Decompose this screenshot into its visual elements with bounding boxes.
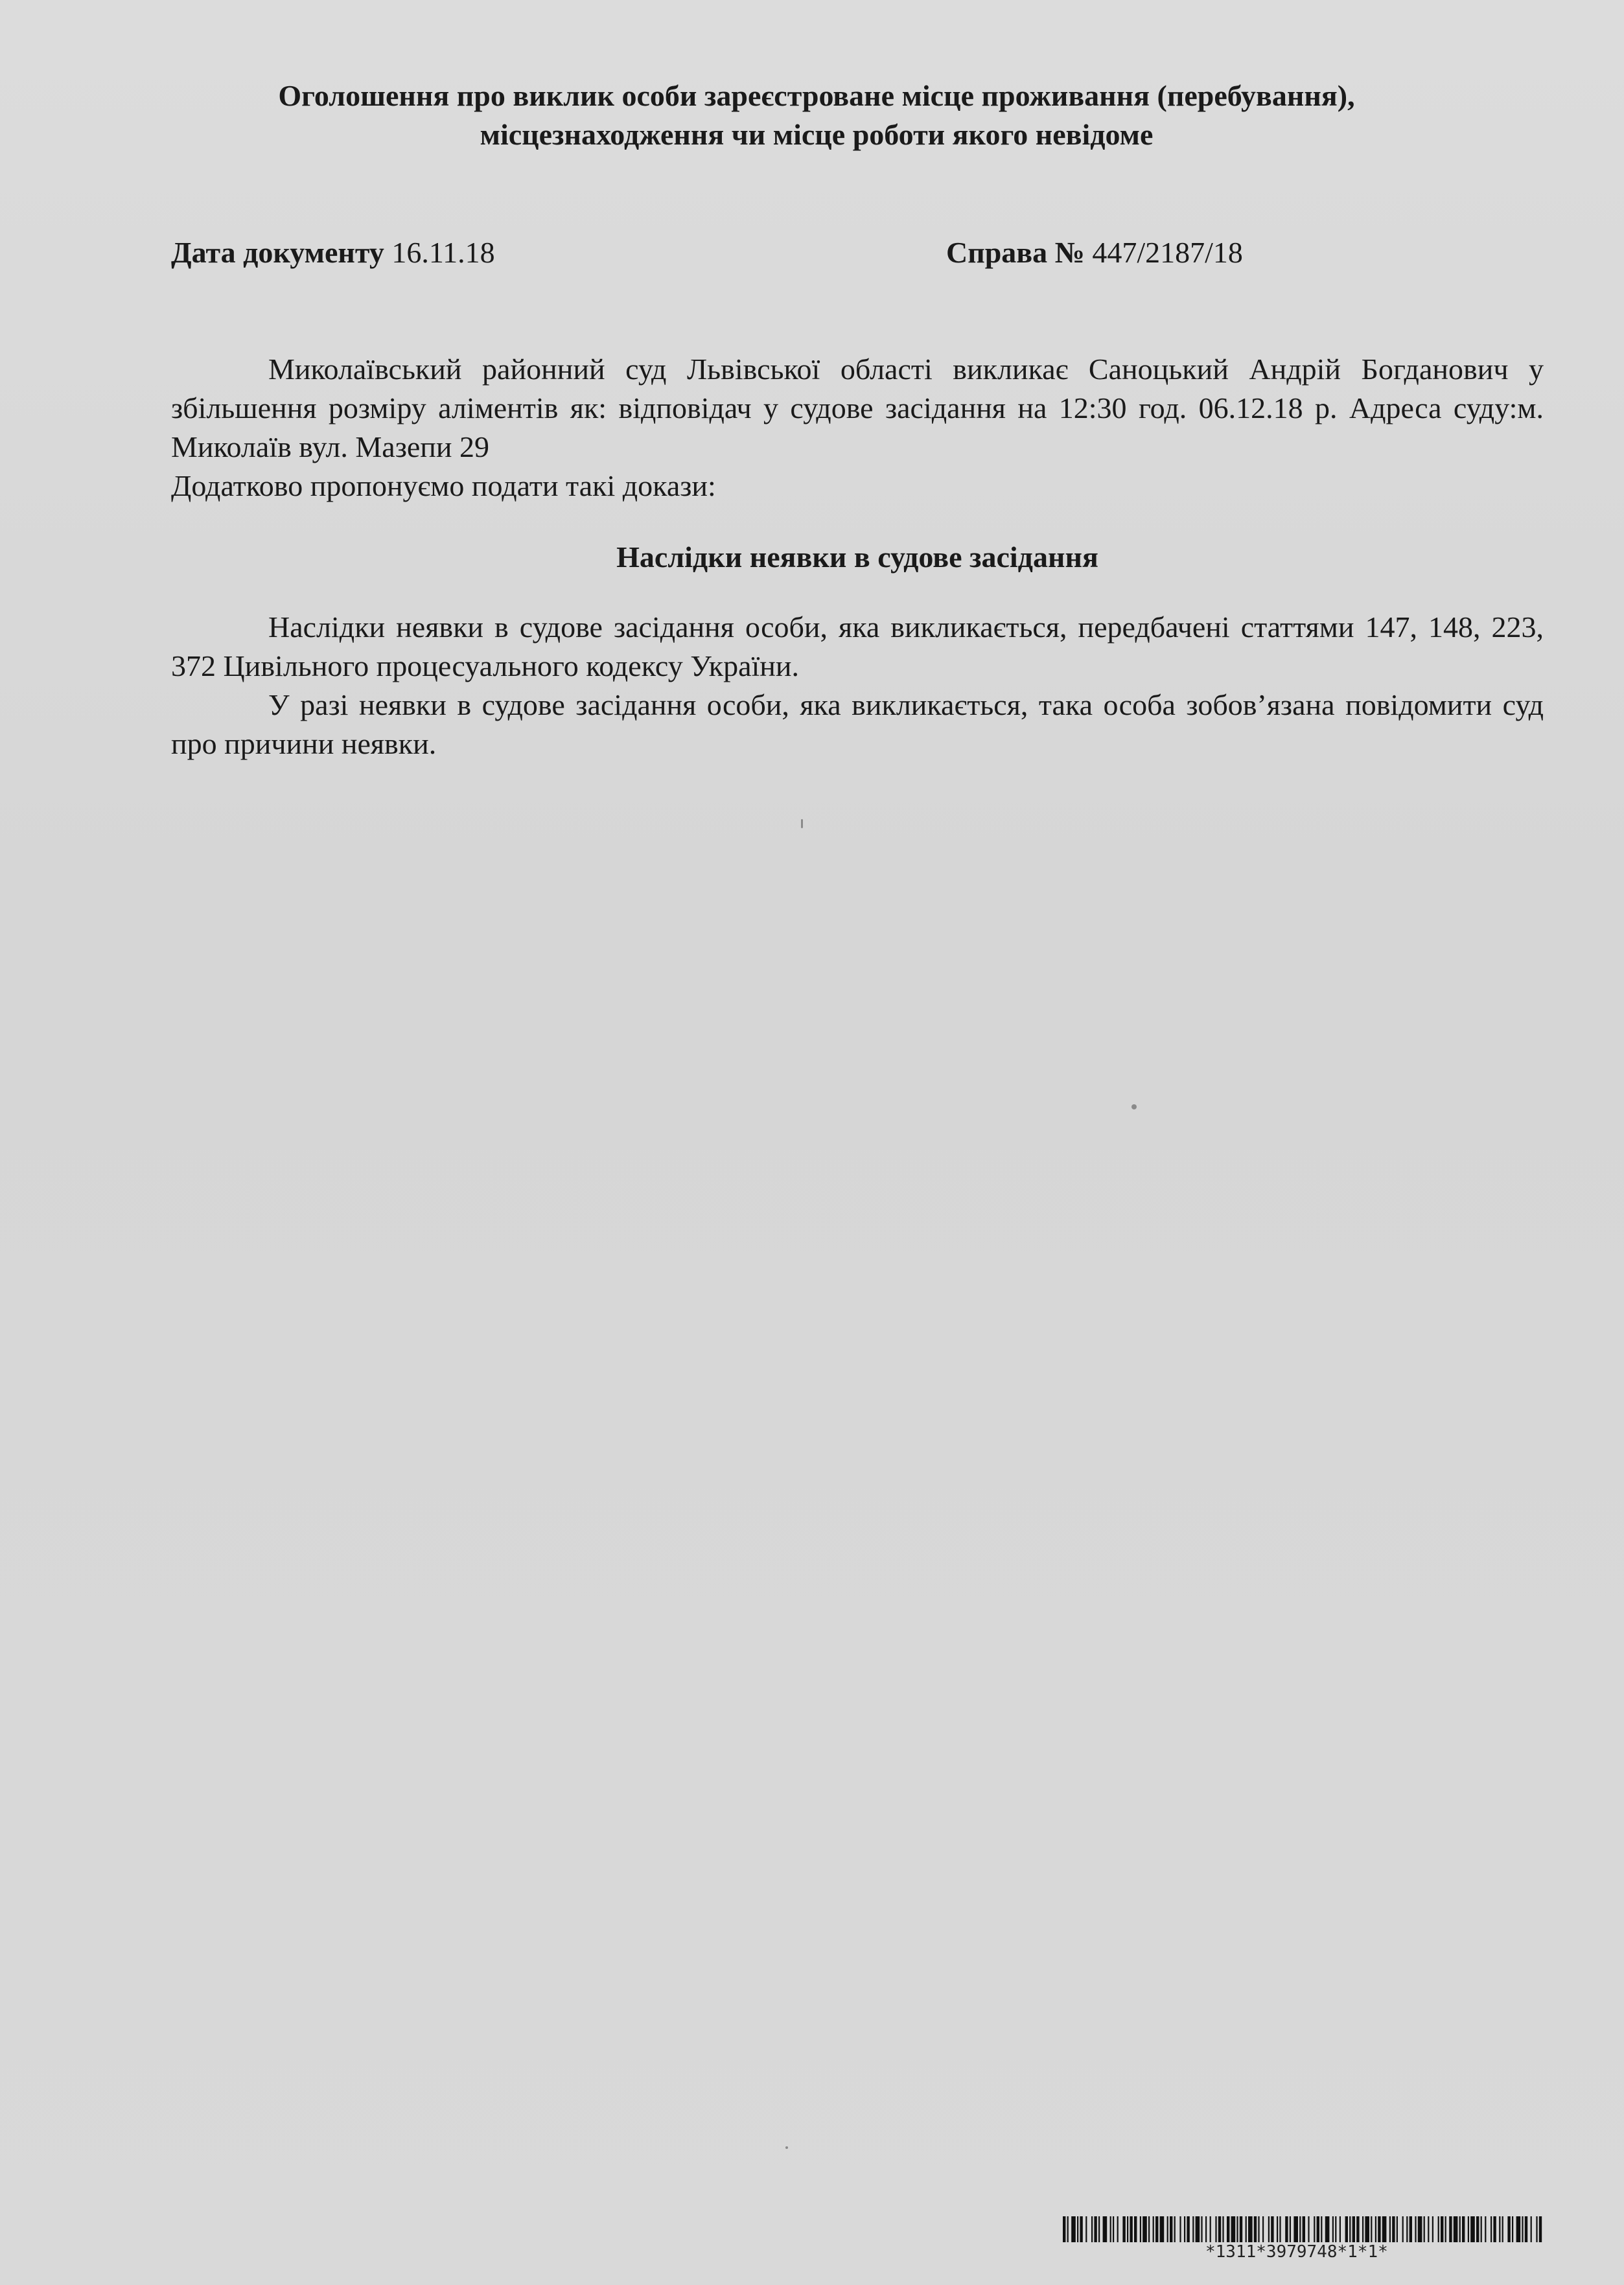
barcode-bar [1271,2216,1273,2242]
barcode-bar [1371,2216,1372,2242]
date-label: Дата документу [171,236,384,269]
barcode-bar [1248,2216,1253,2242]
case-label: Справа № [946,236,1085,269]
barcode-bar [1063,2216,1065,2242]
barcode-bar [1438,2216,1439,2242]
barcode-bar [1299,2216,1301,2242]
barcode-bar [1449,2216,1452,2242]
barcode-bar [1268,2216,1270,2242]
case-number [946,233,1243,272]
barcode-bar [1415,2216,1416,2242]
document-title [168,76,1465,154]
barcode-bar [1130,2216,1132,2242]
barcode-bar [1397,2216,1398,2242]
barcode-bar [1285,2216,1288,2242]
barcode-bar [1332,2216,1334,2242]
barcode-bar [1246,2216,1247,2242]
barcode-bar [1468,2216,1469,2242]
barcode-bar [1187,2216,1189,2242]
barcode-bar [1227,2216,1229,2242]
barcode-bar [1148,2216,1150,2242]
barcode-bar [1153,2216,1154,2242]
barcode-bar [1428,2216,1429,2242]
barcode-bar [1362,2216,1363,2242]
barcode-bar [1160,2216,1165,2242]
barcode-bar [1454,2216,1458,2242]
barcode-bar [1254,2216,1257,2242]
scan-speck [1131,1104,1137,1109]
date-value: 16.11.18 [391,236,495,269]
barcode-bar [1424,2216,1425,2242]
barcode-bar [1080,2216,1082,2242]
barcode-bar [1340,2216,1341,2242]
summons-block [171,350,1544,505]
barcode-bar [1539,2216,1542,2242]
barcode-bar [1335,2216,1336,2242]
barcode-bar [1262,2216,1264,2242]
barcode-bar [1098,2216,1100,2242]
barcode-bar [1293,2216,1298,2242]
barcode-bar [1127,2216,1128,2242]
barcode-bar [1321,2216,1322,2242]
consequences-paragraph-1: Наслідки неявки в судове засідання особи, яка викликається, передбачені статтями 147, 148, 223, 372 Цивільного процесуального кодексу України. [171,610,1544,682]
barcode-bar [1349,2216,1351,2242]
barcode-bar [1290,2216,1291,2242]
scan-speck [785,2146,788,2149]
barcode-bar [1174,2216,1176,2242]
barcode-bar [1525,2216,1527,2242]
barcode-bar [1462,2216,1465,2242]
barcode-bar [1485,2216,1486,2242]
barcode-bar [1201,2216,1202,2242]
barcode-bar [1392,2216,1395,2242]
barcode-bar [1378,2216,1380,2242]
barcode-bar [1094,2216,1096,2242]
barcode-bar [1418,2216,1422,2242]
barcode-bar [1512,2216,1513,2242]
barcode-bar [1091,2216,1093,2242]
barcode-bar [1258,2216,1259,2242]
barcode-bar [1085,2216,1087,2242]
barcode-bar [1491,2216,1492,2242]
barcode-bar [1167,2216,1168,2242]
document-meta-row [171,233,1532,272]
barcode-bar [1110,2216,1111,2242]
barcode-bar [1499,2216,1500,2242]
barcode-bar [1308,2216,1309,2242]
barcode-bar [1459,2216,1461,2242]
barcode-bar [1071,2216,1076,2242]
document-date [171,233,495,272]
barcode-bar [1240,2216,1242,2242]
barcode-bar [1382,2216,1387,2242]
barcode-bar [1402,2216,1404,2242]
barcode-bar [1215,2216,1216,2242]
summons-paragraph: Миколаївський районний суд Львівської області викликає Саноцький Андрій Богданович у збільшення розміру аліментів як: відповідач у судове засідання на 12:30 год. 06.12.18 р. Адреса суду:м. Миколаїв вул. Мазепи 29 [171,353,1544,463]
barcode-bar [1192,2216,1194,2242]
barcode-bar [1325,2216,1330,2242]
barcode-bar [1516,2216,1521,2242]
barcode-bar [1218,2216,1221,2242]
barcode-bar [1236,2216,1238,2242]
barcode-bar [1155,2216,1158,2242]
barcode-bar [1140,2216,1141,2242]
barcode-bar [1445,2216,1446,2242]
barcode-bar [1314,2216,1315,2242]
barcode-bar [1205,2216,1207,2242]
title-line-1: Оголошення про виклик особи зареєстроване місце проживання (перебування), [278,79,1355,112]
barcode-bar [1103,2216,1108,2242]
barcode-bar [1113,2216,1114,2242]
barcode-bar [1117,2216,1119,2242]
barcode-bar [1441,2216,1443,2242]
barcode [1063,2216,1542,2242]
barcode-bar [1365,2216,1369,2242]
barcode-bar [1179,2216,1181,2242]
barcode-bar [1134,2216,1137,2242]
barcode-bar [1502,2216,1503,2242]
barcode-bar [1352,2216,1355,2242]
consequences-paragraph-2: У разі неявки в судове засідання особи, яка викликається, така особа зобов’язана повідомити суд про причини неявки. [171,688,1544,760]
barcode-bar [1356,2216,1359,2242]
barcode-bar [1196,2216,1200,2242]
scan-speck [801,819,803,828]
barcode-bar [1067,2216,1069,2242]
barcode-bar [1406,2216,1408,2242]
consequences-block [171,608,1544,763]
barcode-bar [1531,2216,1532,2242]
barcode-bar [1303,2216,1305,2242]
barcode-bar [1493,2216,1496,2242]
barcode-bar [1522,2216,1523,2242]
barcode-bar [1210,2216,1211,2242]
barcode-bar [1476,2216,1479,2242]
barcode-bar [1470,2216,1475,2242]
barcode-bar [1507,2216,1510,2242]
barcode-bar [1536,2216,1537,2242]
barcode-bar [1389,2216,1391,2242]
barcode-bar [1432,2216,1433,2242]
barcode-bar [1375,2216,1376,2242]
barcode-bar [1184,2216,1185,2242]
barcode-bar [1143,2216,1147,2242]
barcode-bar [1481,2216,1482,2242]
barcode-text: *1311*3979748*1*1* [1205,2242,1388,2262]
barcode-bar [1122,2216,1125,2242]
barcode-bar [1170,2216,1172,2242]
barcode-bar [1345,2216,1348,2242]
barcode-bar [1222,2216,1224,2242]
barcode-bar [1279,2216,1281,2242]
barcode-bar [1277,2216,1278,2242]
consequences-heading: Наслідки неявки в судове засідання [616,540,1098,574]
barcode-bar [1231,2216,1236,2242]
evidence-line: Додатково пропонуємо подати такі докази: [171,469,716,502]
case-value: 447/2187/18 [1092,236,1243,269]
barcode-bar [1077,2216,1078,2242]
barcode-bar [1409,2216,1412,2242]
barcode-bar [1317,2216,1319,2242]
title-line-2: місцезнаходження чи місце роботи якого невідоме [480,118,1154,151]
